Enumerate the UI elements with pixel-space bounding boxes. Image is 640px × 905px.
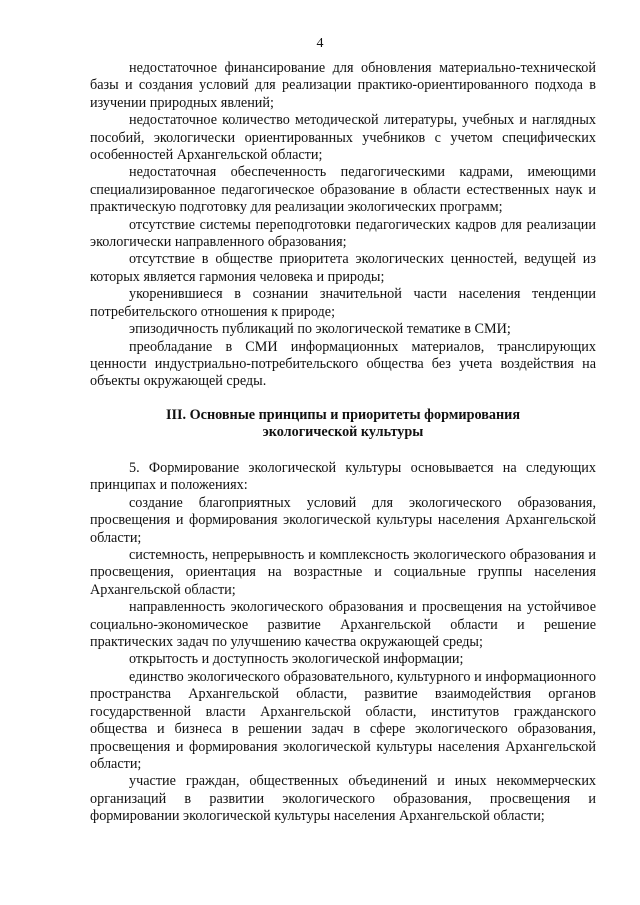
section-heading-line-1: III. Основные принципы и приоритеты формирования (165, 407, 521, 423)
page-number: 4 (316, 36, 324, 51)
section-intro: 5. Формирование экологической культуры основывается на следующих принципах и положениях: (90, 460, 596, 494)
list-item: недостаточное финансирование для обновления материально-технической базы и создания условий для реализации практико-ориентированного подхода в изучении природных явлений; (90, 60, 596, 111)
section-heading-line-2: экологической культуры (262, 424, 424, 441)
list-item: недостаточное количество методической литературы, учебных и наглядных пособий, экологически ориентированных учебников с учетом специфических особенностей Архангельской области; (90, 112, 596, 164)
list-item: эпизодичность публикаций по экологической тематике в СМИ; (129, 321, 511, 338)
list-item: системность, непрерывность и комплексность экологического образования и просвещения, ориентация на возрастные и социальные группы населения Архангельской области; (90, 547, 596, 598)
problems-list (90, 60, 596, 391)
list-item: направленность экологического образования и просвещения на устойчивое социально-экономическое развитие Архангельской области и решение практических задач по улучшению качества окружающей среды; (90, 599, 596, 651)
list-item: единство экологического образовательного, культурного и информационного пространства Архангельской области, развитие взаимодействия органов государственной власти Архангельской области, институтов гражданского общества и бизнеса в решении задач в сфере экологического образования, просвещения и формирования экологической культуры населения Архангельской области; (90, 668, 596, 772)
section-heading (90, 407, 596, 442)
list-item: открытость и доступность экологической информации; (129, 651, 464, 668)
list-item: преобладание в СМИ информационных материалов, транслирующих ценности индустриально-потребительского общества без учета воздействия на объекты окружающей среды. (90, 338, 596, 390)
list-item: создание благоприятных условий для экологического образования, просвещения и формирования экологической культуры населения Архангельской области; (90, 494, 596, 546)
list-item: укоренившиеся в сознании значительной части населения тенденции потребительского отношения к природе; (90, 286, 596, 320)
list-item: недостаточная обеспеченность педагогическими кадрами, имеющими специализированное педагогическое образование в области естественных наук и практическую подготовку для реализации экологических программ; (90, 164, 596, 216)
principles-section (90, 460, 596, 826)
list-item: участие граждан, общественных объединений и иных некоммерческих организаций в развитии экологического образования, просвещения и формировании экологической культуры населения Архангельской области; (90, 773, 596, 825)
list-item: отсутствие в обществе приоритета экологических ценностей, ведущей из которых является гармония человека и природы; (90, 251, 596, 285)
list-item: отсутствие системы переподготовки педагогических кадров для реализации экологически направленного образования; (90, 216, 596, 251)
